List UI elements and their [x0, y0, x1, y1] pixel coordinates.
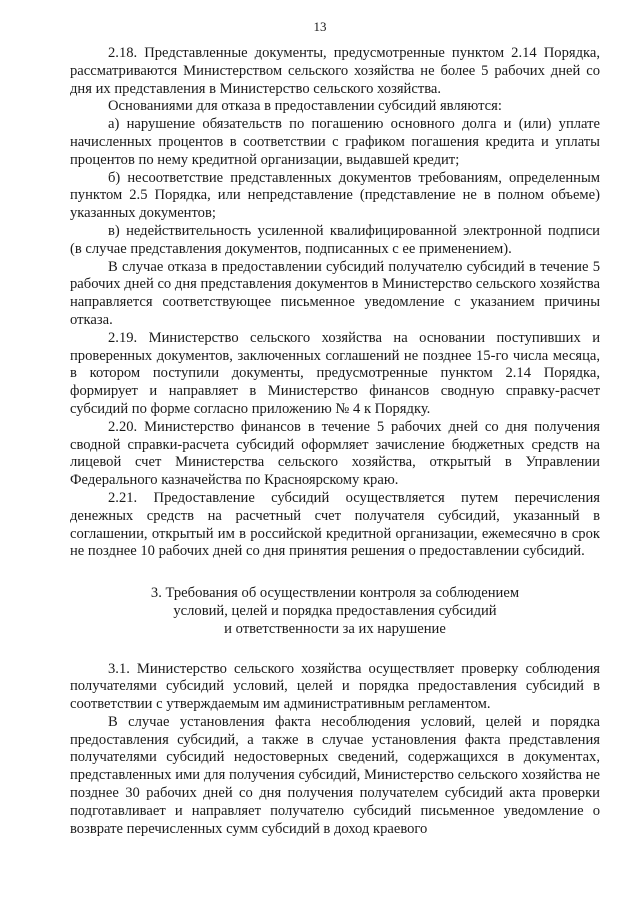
page-number: 13 [313, 19, 327, 34]
paragraph-item-b: б) несоответствие представленных документов требованиям, определенным пунктом 2.5 Порядка, или непредставление (представление не в полном объеме) указанных документов; [70, 169, 600, 222]
paragraph-2-21: 2.21. Предоставление субсидий осуществляется путем перечисления денежных средств на расчетный счет получателя субсидий, указанный в соглашении, открытый им в российской кредитной организации, ежемесячно в срок не позднее 10 рабочих дней со дня принятия решения о предоставлении субсидий. [70, 489, 600, 560]
document-body [70, 45, 600, 838]
section-3-heading [70, 585, 600, 638]
paragraph-item-a: а) нарушение обязательств по погашению основного долга и (или) уплате начисленных процентов в соответствии с графиком погашения кредита и уплаты процентов по нему кредитной организации, выдавшей кредит; [70, 116, 600, 168]
paragraph-item-v: в) недействительность усиленной квалифицированной электронной подписи (в случае представления документов, подписанных с ее применением). [70, 222, 600, 257]
paragraph-2-20: 2.20. Министерство финансов в течение 5 рабочих дней со дня получения сводной справки-расчета субсидий оформляет зачисление бюджетных средств на лицевой счет Министерства сельского хозяйства, открытый в Управлении Федерального казначейства по Красноярскому краю. [70, 418, 600, 489]
paragraph-2-18: 2.18. Представленные документы, предусмотренные пунктом 2.14 Порядка, рассматриваются Министерством сельского хозяйства не более 5 рабочих дней со дня их представления в Министерство сельского хозяйства. [70, 45, 600, 97]
paragraph-2-19: 2.19. Министерство сельского хозяйства на основании поступивших и проверенных документов, заключенных соглашений не позднее 15-го числа месяца, в котором поступили документы, предусмотренные пунктом 2.14 Порядка, формирует и направляет в Министерство финансов сводную справку-расчет субсидий по форме согласно приложению № 4 к Порядку. [70, 329, 600, 417]
section-heading-line-2: условий, целей и порядка предоставления субсидий [173, 602, 497, 619]
paragraph-violation-notice: В случае установления факта несоблюдения условий, целей и порядка предоставления субсидий, а также в случае установления факта представления получателями субсидий недостоверных сведений, содержащихся в документах, представленных ими для получения субсидий, Министерство сельского хозяйства не позднее 30 рабочих дней со дня получения получателем субсидий акта проверки подготавливает и направляет получателю субсидий письменное уведомление о возврате перечисленных сумм субсидий в доход краевого [70, 713, 600, 837]
paragraph-refusal-notice: В случае отказа в предоставлении субсидий получателю субсидий в течение 5 рабочих дней со дня представления документов в Министерство сельского хозяйства направляется соответствующее письменное уведомление с указанием причины отказа. [70, 258, 600, 328]
paragraph-3-1: 3.1. Министерство сельского хозяйства осуществляет проверку соблюдения получателями субсидий условий, целей и порядка предоставления субсидий в соответствии с утверждаемым им административным регламентом. [70, 660, 600, 713]
section-heading-line-1: 3. Требования об осуществлении контроля за соблюдением [150, 585, 520, 602]
section-heading-line-3: и ответственности за их нарушение [224, 620, 446, 637]
paragraph-refusal-grounds: Основаниями для отказа в предоставлении субсидий являются: [108, 98, 502, 115]
